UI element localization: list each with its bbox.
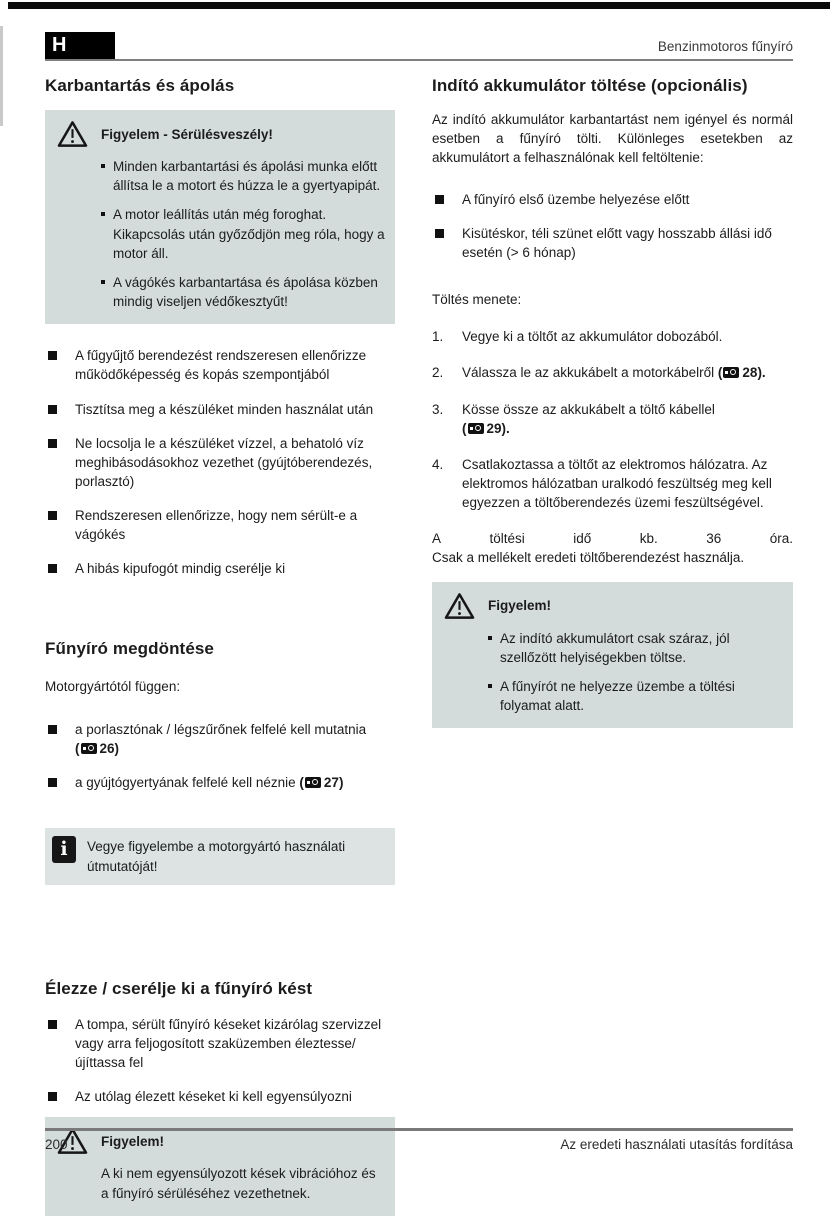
- bullet-icon: [101, 212, 105, 216]
- warning-item-text: A vágókés karbantartása és ápolása közben mindig viseljen védőkesztyűt!: [113, 274, 378, 310]
- warning-item: [101, 157, 385, 195]
- list-item-text: A fűnyíró első üzembe helyezése előtt: [462, 191, 690, 207]
- warning-box-items: [101, 157, 385, 311]
- list-item-text: A tompa, sérült fűnyíró késeket kizárólag szervizzel vagy arra feljogosított szaküzemben éleztesse/ újíttassa fel: [75, 1016, 382, 1071]
- paren: ): [114, 741, 120, 757]
- figure-number: 28: [742, 365, 758, 381]
- battery-charge-cases-list: [432, 190, 793, 262]
- section-title-tilting: Fűnyíró megdöntése: [45, 638, 214, 658]
- list-item-text: [75, 720, 395, 758]
- charging-time-word: kb.: [639, 531, 658, 547]
- charging-steps: [432, 327, 793, 512]
- camera-icon: [468, 423, 484, 434]
- section-title-battery-charging: Indító akkumulátor töltése (opcionális): [432, 76, 748, 95]
- warning-triangle-icon: [57, 120, 88, 148]
- list-item-text: A hibás kipufogót mindig cserélje ki: [75, 561, 286, 577]
- step-number: 3.: [432, 401, 444, 417]
- scan-artifact-top-bar: [8, 2, 830, 9]
- page: [45, 32, 793, 1216]
- warning-item: [488, 677, 783, 715]
- list-item-text: Az utólag élezett késeket ki kell egyensúlyozni: [75, 1089, 352, 1105]
- list-item: [432, 190, 793, 209]
- tilting-intro: Motorgyártótól függen:: [45, 678, 181, 694]
- charger-note: Csak a mellékelt eredeti töltőberendezést használja.: [432, 550, 745, 566]
- section-title-sharpen: Élezze / cserélje ki a fűnyíró kést: [45, 978, 313, 998]
- square-bullet-icon: [435, 195, 444, 204]
- charging-time-word: óra.: [769, 531, 793, 547]
- bullet-icon: [101, 280, 105, 284]
- list-item: [45, 1015, 395, 1072]
- step-item: [432, 363, 793, 382]
- warning-box-body: A ki nem egyensúlyozott kések vibrációhoz és a fűnyíró sérüléséhez vezethetnek.: [101, 1166, 376, 1201]
- sharpen-list: [45, 1015, 395, 1107]
- square-bullet-icon: [48, 778, 57, 787]
- list-item: [45, 506, 395, 544]
- list-item: [45, 346, 395, 384]
- charging-time-line: [432, 529, 793, 548]
- figure-number: 27: [323, 775, 339, 791]
- figure-number: 26: [99, 741, 115, 757]
- step-item: [432, 455, 793, 512]
- info-box-text: Vegye figyelembe a motorgyártó használati útmutatóját!: [87, 839, 346, 874]
- square-bullet-icon: [48, 511, 57, 520]
- language-tab: H: [45, 32, 115, 59]
- battery-intro: Az indító akkumulátor karbantartást nem igényel és normál esetben a fűnyíró tölti. Különleges esetekben az akkumulátort a felhasználónak kell feltöltenie:: [432, 112, 793, 166]
- square-bullet-icon: [48, 564, 57, 573]
- section-tilting-mower: [45, 637, 395, 885]
- step-text: Vegye ki a töltőt az akkumulátor dobozából.: [462, 329, 723, 345]
- paren: (: [75, 741, 80, 757]
- step-text: [462, 400, 793, 438]
- list-item-text: Rendszeresen ellenőrizze, hogy nem sérült-e a vágókés: [75, 508, 358, 543]
- camera-icon: [723, 367, 739, 378]
- list-item-label: a gyújtógyertyának felfelé kell néznie: [75, 775, 296, 791]
- paren: ).: [757, 365, 766, 381]
- square-bullet-icon: [48, 1020, 57, 1029]
- section-sharpen-blade: [45, 977, 395, 1216]
- step-text: Csatlakoztassa a töltőt az elektromos hálózatra. Az elektromos hálózatban uralkodó feszültség meg kell egyezzen a töltőberendezés üzemi feszültségével.: [462, 456, 772, 511]
- info-box: [45, 828, 395, 884]
- footer-note: Az eredeti használati utasítás fordítása: [560, 1137, 793, 1152]
- two-column-layout: [45, 74, 793, 1216]
- paren: (: [717, 365, 723, 381]
- step-number: 4.: [432, 456, 444, 472]
- warning-box-maintenance: [45, 110, 395, 324]
- figure-reference: [462, 419, 793, 438]
- square-bullet-icon: [435, 229, 444, 238]
- charging-time-word: idő: [573, 531, 592, 547]
- warning-box-title: Figyelem!: [101, 1133, 165, 1149]
- paren: ).: [501, 420, 510, 436]
- step-label: Kösse össze az akkukábelt a töltő kábellel: [462, 401, 715, 417]
- step-number: 1.: [432, 329, 444, 345]
- square-bullet-icon: [48, 1092, 57, 1101]
- warning-item-text: Az indító akkumulátort csak száraz, jól szellőzött helyiségekben töltse.: [500, 630, 730, 665]
- square-bullet-icon: [48, 351, 57, 360]
- list-item-text: Tisztítsa meg a készüléket minden használat után: [75, 401, 374, 417]
- info-icon: i: [52, 836, 76, 863]
- warning-box-header: [57, 120, 385, 148]
- step-item: [432, 400, 793, 438]
- warning-box-title: Figyelem!: [488, 598, 552, 614]
- warning-item: [488, 629, 783, 667]
- square-bullet-icon: [48, 405, 57, 414]
- charging-time-word: 36: [706, 531, 722, 547]
- list-item-text: Ne locsolja le a készüléket vízzel, a behatoló víz meghibásodásokhoz vezethet (gyújtóberendezés, porlasztó): [75, 435, 373, 489]
- warning-box-title: Figyelem - Sérülésveszély!: [101, 126, 273, 142]
- step-item: [432, 327, 793, 346]
- left-column: [45, 74, 395, 1216]
- square-bullet-icon: [48, 725, 57, 734]
- warning-triangle-icon: [444, 592, 475, 620]
- scan-artifact-left-edge: [0, 26, 3, 126]
- list-item: [45, 773, 395, 792]
- page-header: [45, 32, 793, 61]
- paren: ): [338, 775, 344, 791]
- warning-item: [101, 205, 385, 262]
- list-item: [45, 559, 395, 578]
- warning-item-text: Minden karbantartási és ápolási munka előtt állítsa le a motort és húzza le a gyertyapipát.: [113, 159, 381, 194]
- bullet-icon: [101, 164, 105, 168]
- charging-time-word: A: [432, 531, 442, 547]
- header-title: Benzinmotoros fűnyíró: [657, 38, 793, 54]
- figure-reference: [75, 741, 119, 756]
- list-item-label: a porlasztónak / légszűrőnek felfelé kell mutatnia: [75, 721, 367, 737]
- list-item-text: [75, 773, 343, 792]
- section-title-maintenance: Karbantartás és ápolás: [45, 76, 235, 95]
- step-text: [462, 363, 793, 382]
- warning-box-items: [488, 629, 783, 716]
- charging-time-paragraph: [432, 529, 793, 567]
- camera-icon: [81, 743, 97, 754]
- maintenance-list: [45, 346, 395, 578]
- bullet-icon: [488, 684, 492, 688]
- step-number: 2.: [432, 365, 444, 381]
- charging-steps-label: Töltés menete:: [432, 292, 522, 308]
- warning-item-text: A motor leállítás után még foroghat. Kikapcsolás után győződjön meg róla, hogy a motor áll.: [113, 207, 385, 261]
- warning-box-charging: [432, 582, 793, 729]
- paren: (: [299, 775, 304, 791]
- warning-item-text: A fűnyírót ne helyezze üzembe a töltési folyamat alatt.: [500, 678, 735, 714]
- right-column: [432, 74, 793, 1216]
- warning-box-header: [444, 592, 783, 620]
- bullet-icon: [488, 636, 492, 640]
- list-item-text: A fűgyűjtő berendezést rendszeresen ellenőrizze működőképesség és kopás szempontjából: [75, 348, 367, 383]
- figure-number: 29: [486, 420, 502, 436]
- figure-reference: [718, 365, 766, 380]
- list-item: [45, 720, 395, 758]
- charging-time-word: töltési: [489, 531, 525, 547]
- tilting-list: [45, 720, 395, 792]
- list-item: [45, 434, 395, 491]
- page-footer: [45, 1128, 793, 1154]
- warning-item: [101, 273, 385, 311]
- paren: (: [462, 420, 467, 436]
- list-item-text: Kisütéskor, téli szünet előtt vagy hosszabb állási idő esetén (> 6 hónap): [462, 225, 772, 260]
- list-item: [45, 400, 395, 419]
- list-item: [45, 1087, 395, 1106]
- step-label: Válassza le az akkukábelt a motorkábelről: [462, 365, 715, 381]
- page-number: 200: [45, 1137, 68, 1152]
- square-bullet-icon: [48, 439, 57, 448]
- figure-reference: [299, 775, 343, 790]
- camera-icon: [305, 777, 321, 788]
- list-item: [432, 224, 793, 262]
